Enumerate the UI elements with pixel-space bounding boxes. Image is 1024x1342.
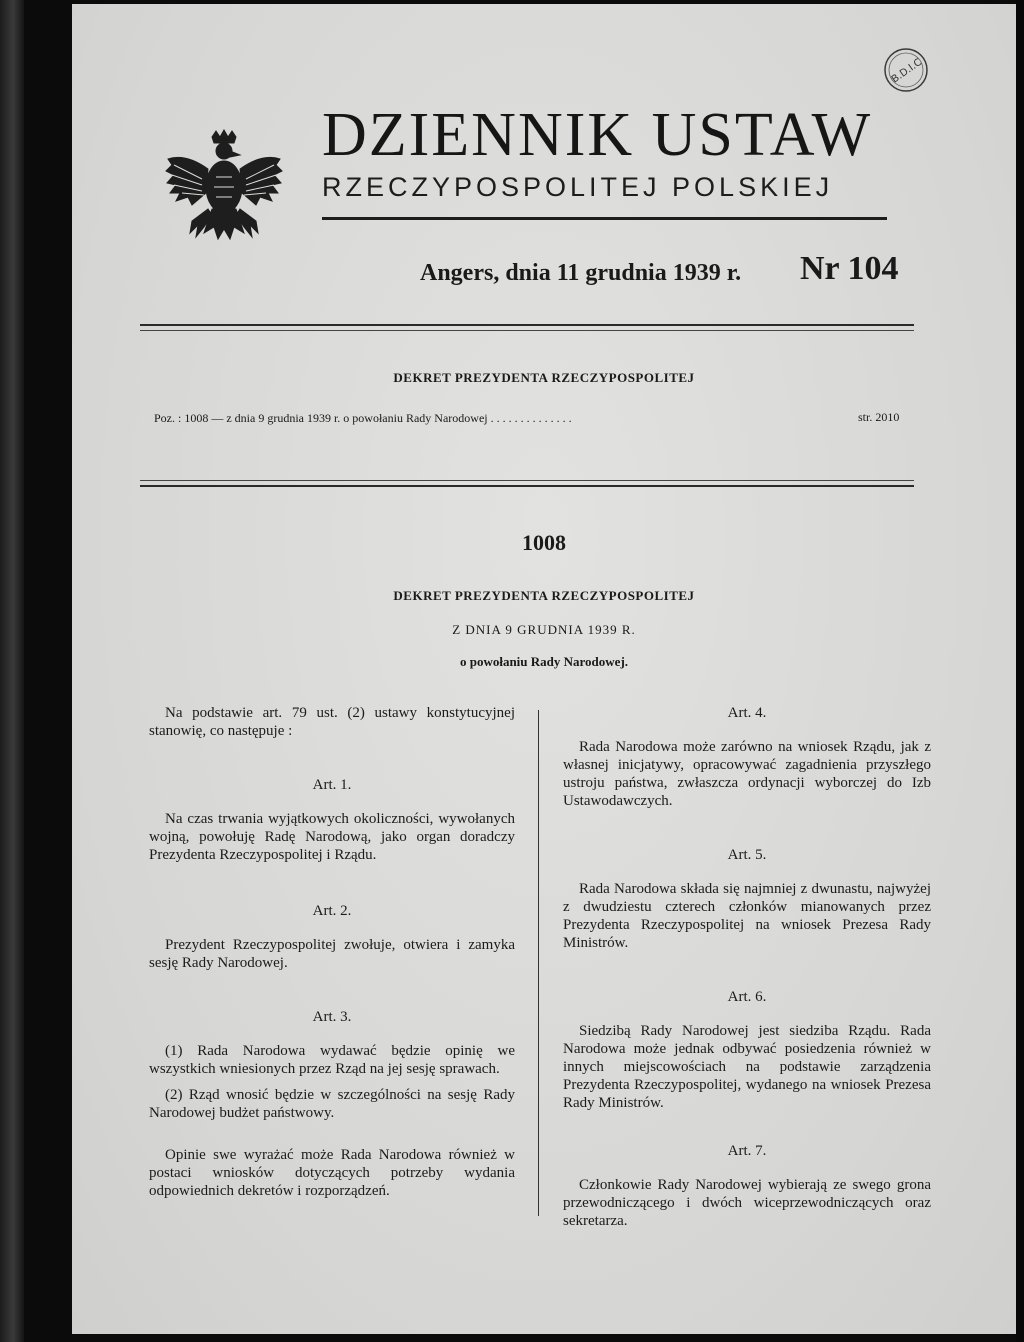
article-1-title: Art. 1.: [312, 777, 352, 793]
article-3-para-1: (1) Rada Narodowa wydawać będzie opinię we wszystkich wniesionych przez Rząd na jej sesję sprawach.: [149, 1043, 515, 1077]
issue-date: Angers, dnia 11 grudnia 1939 r.: [420, 260, 742, 286]
svg-text:B.D.I.C: B.D.I.C: [889, 56, 924, 86]
gazette-title: DZIENNIK USTAW: [322, 101, 873, 169]
decree-subject: o powołaniu Rady Narodowej.: [459, 654, 629, 669]
article-3-para-3: Opinie swe wyrażać może Rada Narodowa również w postaci wniosków dotyczących potrzeby wydania odpowiednich dekretów i rozporządzeń.: [149, 1147, 515, 1199]
article-5-title: Art. 5.: [727, 847, 767, 863]
article-7-text: Członkowie Rady Narodowej wybierają ze swego grona przewodniczącego i dwóch wiceprzewodniczących oraz sekretarza.: [563, 1177, 931, 1229]
decree-number: 1008: [522, 530, 566, 555]
article-2-text: Prezydent Rzeczypospolitej zwołuje, otwiera i zamyka sesję Rady Narodowej.: [149, 937, 515, 971]
article-4-text: Rada Narodowa może zarówno na wniosek Rządu, jak z własnej inicjatywy, opracowywać zagadnienia przyszłego ustroju państwa, zwłaszcza ordynacji wyborczej do Izb Ustawodawczych.: [563, 739, 931, 809]
article-3-title: Art. 3.: [312, 1009, 352, 1025]
scan-right-edge: [1016, 0, 1024, 1342]
polish-eagle-emblem-icon: [164, 129, 284, 247]
library-stamp-icon: [882, 46, 930, 94]
toc-top-rule-thin: [140, 330, 914, 331]
left-column: [149, 704, 515, 1200]
issue-number: Nr 104: [800, 250, 899, 287]
gazette-subtitle: RZECZYPOSPOLITEJ POLSKIEJ: [322, 172, 834, 202]
decree-date: Z DNIA 9 GRUDNIA 1939 R.: [452, 622, 636, 637]
toc-heading: DEKRET PREZYDENTA RZECZYPOSPOLITEJ: [393, 370, 695, 385]
preamble: Na podstawie art. 79 ust. (2) ustawy konstytucyjnej stanowię, co następuje :: [149, 705, 515, 739]
toc-entry: Poz. : 1008 — z dnia 9 grudnia 1939 r. o powołaniu Rady Narodowej . . . . . . . . . . . . . .: [154, 411, 572, 425]
toc-bottom-rule-thin: [140, 480, 914, 481]
right-column: [563, 704, 931, 1230]
article-2-title: Art. 2.: [312, 903, 352, 919]
article-6-title: Art. 6.: [727, 989, 767, 1005]
scan-left-edge: [0, 0, 24, 1342]
column-divider: [538, 710, 539, 1216]
toc-top-rule: [140, 324, 914, 326]
toc-bottom-rule: [140, 485, 914, 487]
article-3-para-2: (2) Rząd wnosić będzie w szczególności na sesję Rady Narodowej budżet państwowy.: [149, 1087, 515, 1121]
article-1-text: Na czas trwania wyjątkowych okoliczności, wywołanych wojną, powołuję Radę Narodową, jako organ doradczy Prezydenta Rzeczypospolitej i Rządu.: [149, 811, 515, 863]
article-6-text: Siedzibą Rady Narodowej jest siedziba Rządu. Rada Narodowa może jednak odbywać posiedzenia również w innych miejscowościach na podstawie zarządzenia Prezydenta Rzeczypospolitej, wydanego na wniosek Prezesa Rady Ministrów.: [563, 1023, 931, 1111]
masthead-rule: [322, 217, 887, 220]
gazette-page: [72, 4, 1016, 1334]
decree-heading: DEKRET PREZYDENTA RZECZYPOSPOLITEJ: [393, 588, 695, 603]
article-7-title: Art. 7.: [727, 1143, 767, 1159]
toc-page-number: str. 2010: [858, 410, 900, 424]
article-4-title: Art. 4.: [727, 705, 767, 721]
article-5-text: Rada Narodowa składa się najmniej z dwunastu, najwyżej z dwudziestu czterech członków mianowanych przez Prezydenta Rzeczypospolitej na wniosek Prezesa Rady Ministrów.: [563, 881, 931, 951]
